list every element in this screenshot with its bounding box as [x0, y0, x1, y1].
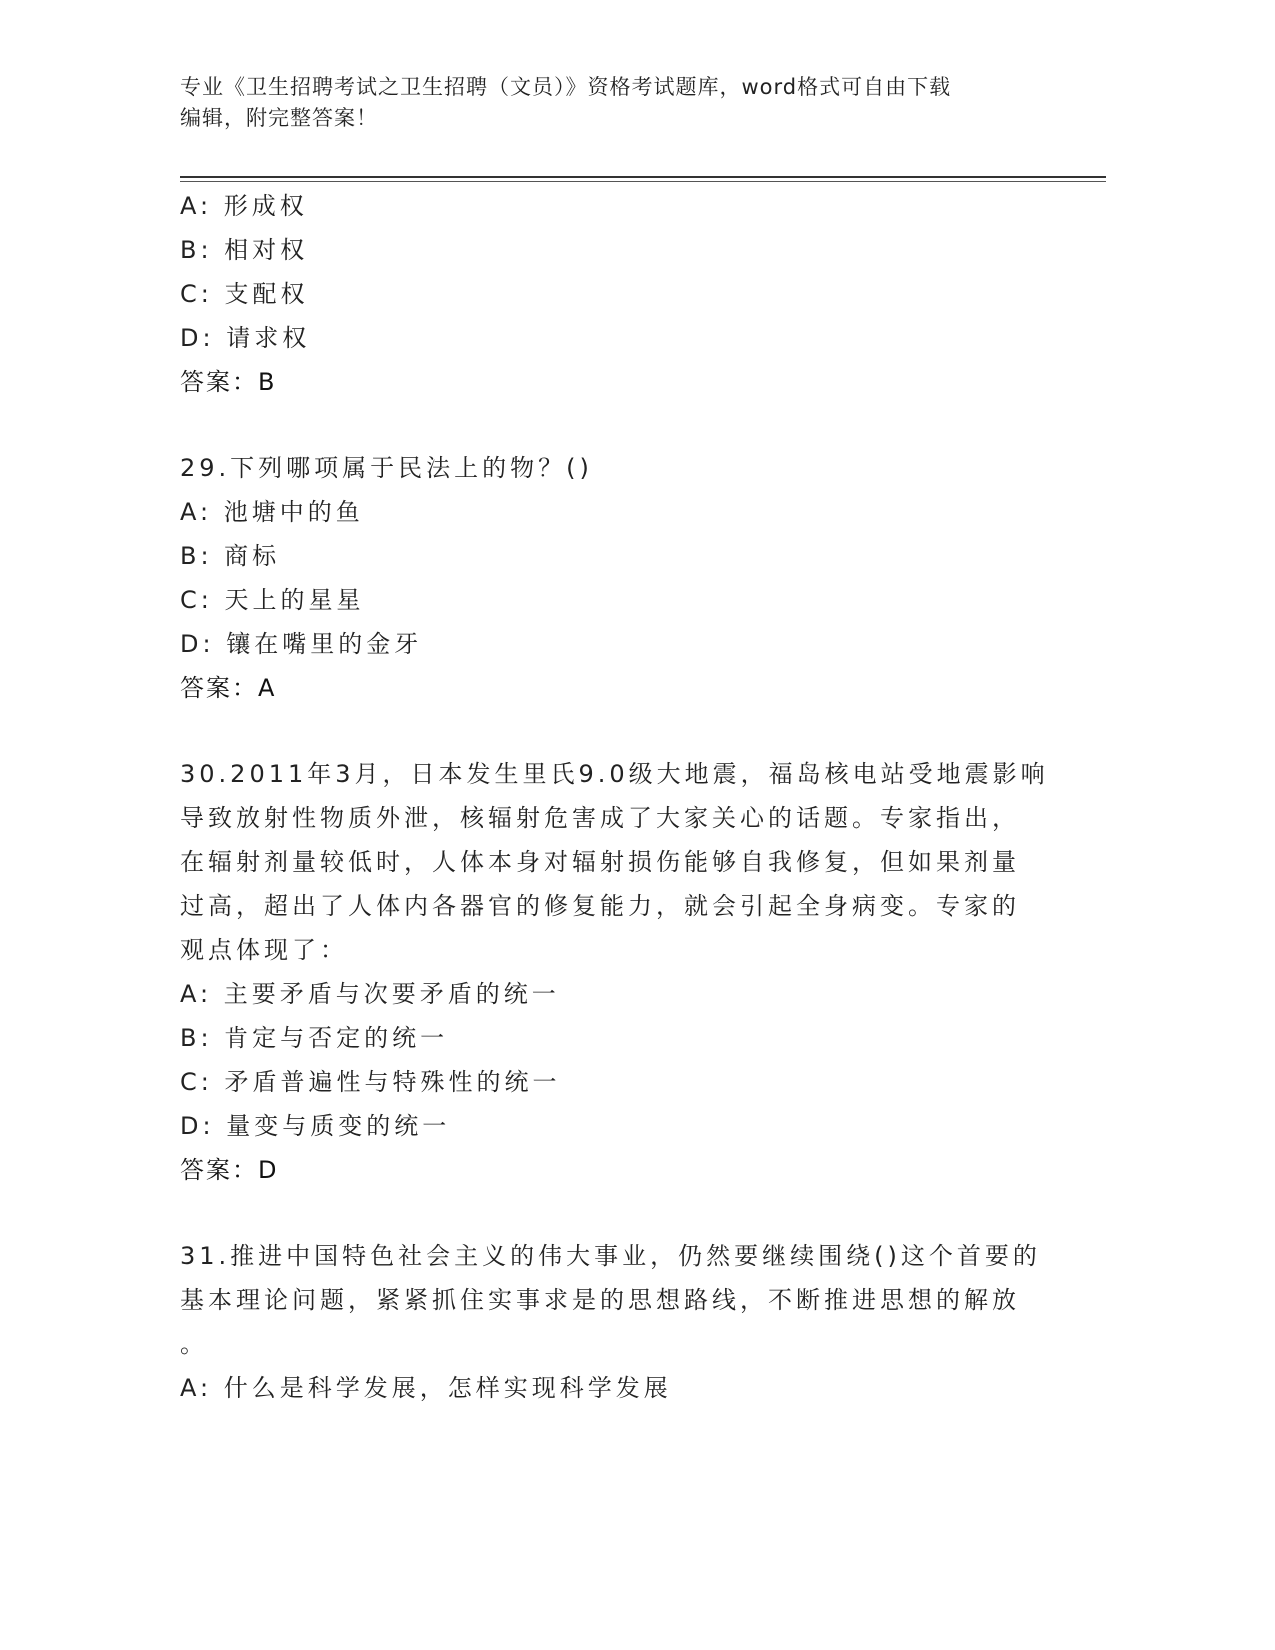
answer-label: 答案： — [180, 1156, 258, 1184]
question-list — [180, 184, 1080, 1410]
option-b: B: 相对权 — [180, 236, 309, 264]
answer-value: D — [258, 1156, 278, 1184]
question-text-line: 30.2011年3月，日本发生里氏9.0级大地震，福岛核电站受地震影响 — [180, 760, 1049, 788]
option-d: D: 量变与质变的统一 — [180, 1112, 451, 1140]
header-divider-thick — [180, 176, 1106, 178]
answer-value: A — [258, 674, 276, 702]
question-text-line: 在辐射剂量较低时，人体本身对辐射损伤能够自我修复，但如果剂量 — [180, 848, 1020, 876]
option-a: A: 形成权 — [180, 192, 308, 220]
question-31 — [180, 1234, 1080, 1410]
answer-label: 答案： — [180, 674, 258, 702]
option-a: A: 池塘中的鱼 — [180, 498, 364, 526]
question-text-line: 基本理论问题，紧紧抓住实事求是的思想路线，不断推进思想的解放 — [180, 1286, 1020, 1314]
answer-line — [180, 360, 1080, 404]
option-d: D: 镶在嘴里的金牙 — [180, 630, 423, 658]
option-a: A: 什么是科学发展，怎样实现科学发展 — [180, 1374, 672, 1402]
document-header — [180, 72, 1060, 134]
answer-label: 答案： — [180, 368, 258, 396]
answer-line — [180, 666, 1080, 710]
question-30 — [180, 752, 1080, 1192]
option-b: B: 商标 — [180, 542, 281, 570]
question-text-line: 导致放射性物质外泄，核辐射危害成了大家关心的话题。专家指出， — [180, 804, 1020, 832]
header-line-2: 编辑，附完整答案！ — [180, 106, 378, 130]
option-c: C: 支配权 — [180, 280, 309, 308]
question-text: 29.下列哪项属于民法上的物？() — [180, 454, 593, 482]
question-text-line: 。 — [180, 1330, 208, 1358]
question-text-line: 观点体现了： — [180, 936, 348, 964]
question-29 — [180, 446, 1080, 710]
question-28 — [180, 184, 1080, 404]
option-a: A: 主要矛盾与次要矛盾的统一 — [180, 980, 560, 1008]
option-c: C: 天上的星星 — [180, 586, 365, 614]
header-divider-thin — [180, 181, 1106, 182]
question-text-line: 31.推进中国特色社会主义的伟大事业，仍然要继续围绕()这个首要的 — [180, 1242, 1041, 1270]
answer-value: B — [258, 368, 276, 396]
option-d: D: 请求权 — [180, 324, 311, 352]
question-text-line: 过高，超出了人体内各器官的修复能力，就会引起全身病变。专家的 — [180, 892, 1020, 920]
answer-line — [180, 1148, 1080, 1192]
option-b: B: 肯定与否定的统一 — [180, 1024, 449, 1052]
option-c: C: 矛盾普遍性与特殊性的统一 — [180, 1068, 561, 1096]
header-line-1: 专业《卫生招聘考试之卫生招聘（文员）》资格考试题库，word格式可自由下载 — [180, 75, 952, 99]
